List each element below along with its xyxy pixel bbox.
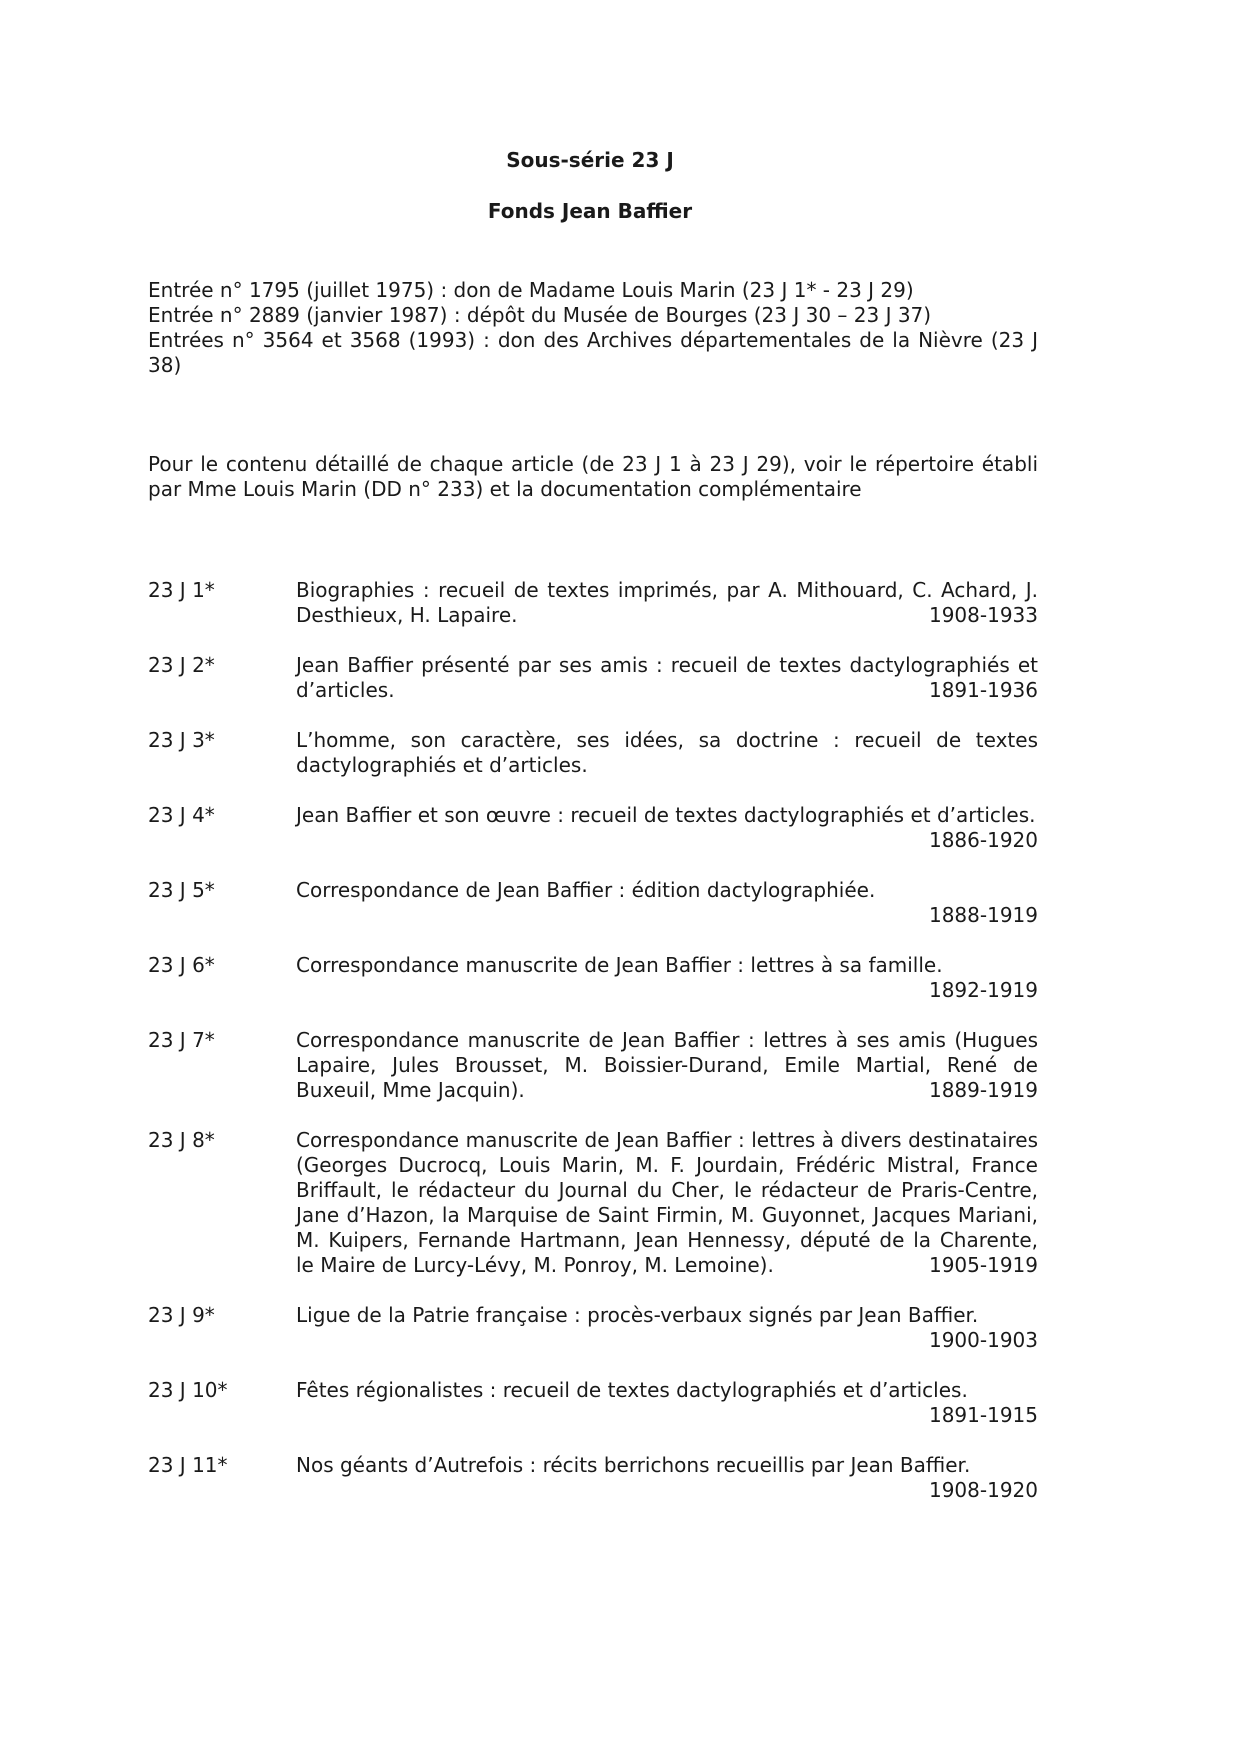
list-item [148,653,1038,703]
item-dates: 1889-1919 [928,1078,1038,1102]
item-body [296,1453,1038,1503]
item-code: 23 J 9* [148,1303,215,1327]
item-dates: 1908-1920 [928,1478,1038,1502]
entry-line: Entrée n° 2889 (janvier 1987) : dépôt du Musée de Bourges (23 J 30 – 23 J 37) [148,303,932,327]
item-body [296,728,1038,778]
item-body [296,1128,1038,1278]
list-item [148,953,1038,1003]
item-body [296,1378,1038,1428]
list-item [148,578,1038,628]
item-description: Correspondance de Jean Baffier : édition dactylographiée. [296,878,876,902]
item-dates: 1892-1919 [928,978,1038,1002]
item-description: Jean Baffier présenté par ses amis : recueil de textes dactylographiés et d’articles. [296,653,1038,702]
item-body [296,953,1038,1003]
item-code: 23 J 11* [148,1453,228,1477]
item-description: Nos géants d’Autrefois : récits berrichons recueillis par Jean Baffier. [296,1453,971,1477]
list-item [148,1378,1038,1428]
item-code: 23 J 10* [148,1378,228,1402]
list-item [148,1453,1038,1503]
entry-line: Entrée n° 1795 (juillet 1975) : don de Madame Louis Marin (23 J 1* - 23 J 29) [148,278,914,302]
list-item [148,1303,1038,1353]
list-item [148,1028,1038,1103]
item-description: Correspondance manuscrite de Jean Baffier : lettres à divers destinataires (Georges Ducrocq, Louis Marin, M. F. Jourdain, Frédéric Mistral, France Briffault, le rédacteur du Journal du Cher, le rédacteur de Praris-Centre, Jane d’Hazon, la Marquise de Saint Firmin, M. Guyonnet, Jacques Mariani, M. Kuipers, Fernande Hartmann, Jean Hennessy, député de la Charente, le Maire de Lurcy-Lévy, M. Ponroy, M. Lemoine). [296,1128,1038,1277]
item-code: 23 J 3* [148,728,215,752]
item-description: Correspondance manuscrite de Jean Baffier : lettres à sa famille. [296,953,943,977]
item-description: L’homme, son caractère, ses idées, sa doctrine : recueil de textes dactylographiés et d’articles. [296,728,1038,777]
item-code: 23 J 2* [148,653,215,677]
item-description: Fêtes régionalistes : recueil de textes dactylographiés et d’articles. [296,1378,968,1402]
items-list [148,578,1038,1528]
page-title: Sous-série 23 J [506,148,674,172]
item-code: 23 J 7* [148,1028,215,1052]
item-dates: 1908-1933 [928,603,1038,627]
item-dates: 1891-1915 [928,1403,1038,1427]
entry-line: Entrées n° 3564 et 3568 (1993) : don des Archives départementales de la Nièvre (23 J 38) [148,328,1038,377]
entries-block [148,278,1038,378]
item-dates: 1886-1920 [928,828,1038,852]
item-description: Jean Baffier et son œuvre : recueil de textes dactylographiés et d’articles. [296,803,1036,827]
item-code: 23 J 6* [148,953,215,977]
item-description: Biographies : recueil de textes imprimés, par A. Mithouard, C. Achard, J. Desthieux, H. Lapaire. [296,578,1038,627]
item-dates: 1891-1936 [928,678,1038,702]
item-body [296,653,1038,703]
list-item [148,728,1038,778]
item-description: Ligue de la Patrie française : procès-verbaux signés par Jean Baffier. [296,1303,979,1327]
list-item [148,803,1038,853]
item-body [296,1303,1038,1353]
item-code: 23 J 5* [148,878,215,902]
item-dates: 1888-1919 [928,903,1038,927]
item-code: 23 J 1* [148,578,215,602]
page-subtitle: Fonds Jean Baffier [487,199,693,223]
item-code: 23 J 8* [148,1128,215,1152]
note-paragraph: Pour le contenu détaillé de chaque article (de 23 J 1 à 23 J 29), voir le répertoire établi par Mme Louis Marin (DD n° 233) et la documentation complémentaire [148,452,1038,501]
list-item [148,878,1038,928]
item-body [296,803,1038,853]
item-description: Correspondance manuscrite de Jean Baffier : lettres à ses amis (Hugues Lapaire, Jules Brousset, M. Boissier-Durand, Emile Martial, René de Buxeuil, Mme Jacquin). [296,1028,1038,1102]
item-dates: 1900-1903 [928,1328,1038,1352]
item-dates: 1905-1919 [928,1253,1038,1277]
item-code: 23 J 4* [148,803,215,827]
item-body [296,578,1038,628]
list-item [148,1128,1038,1278]
item-body [296,878,1038,928]
item-body [296,1028,1038,1103]
